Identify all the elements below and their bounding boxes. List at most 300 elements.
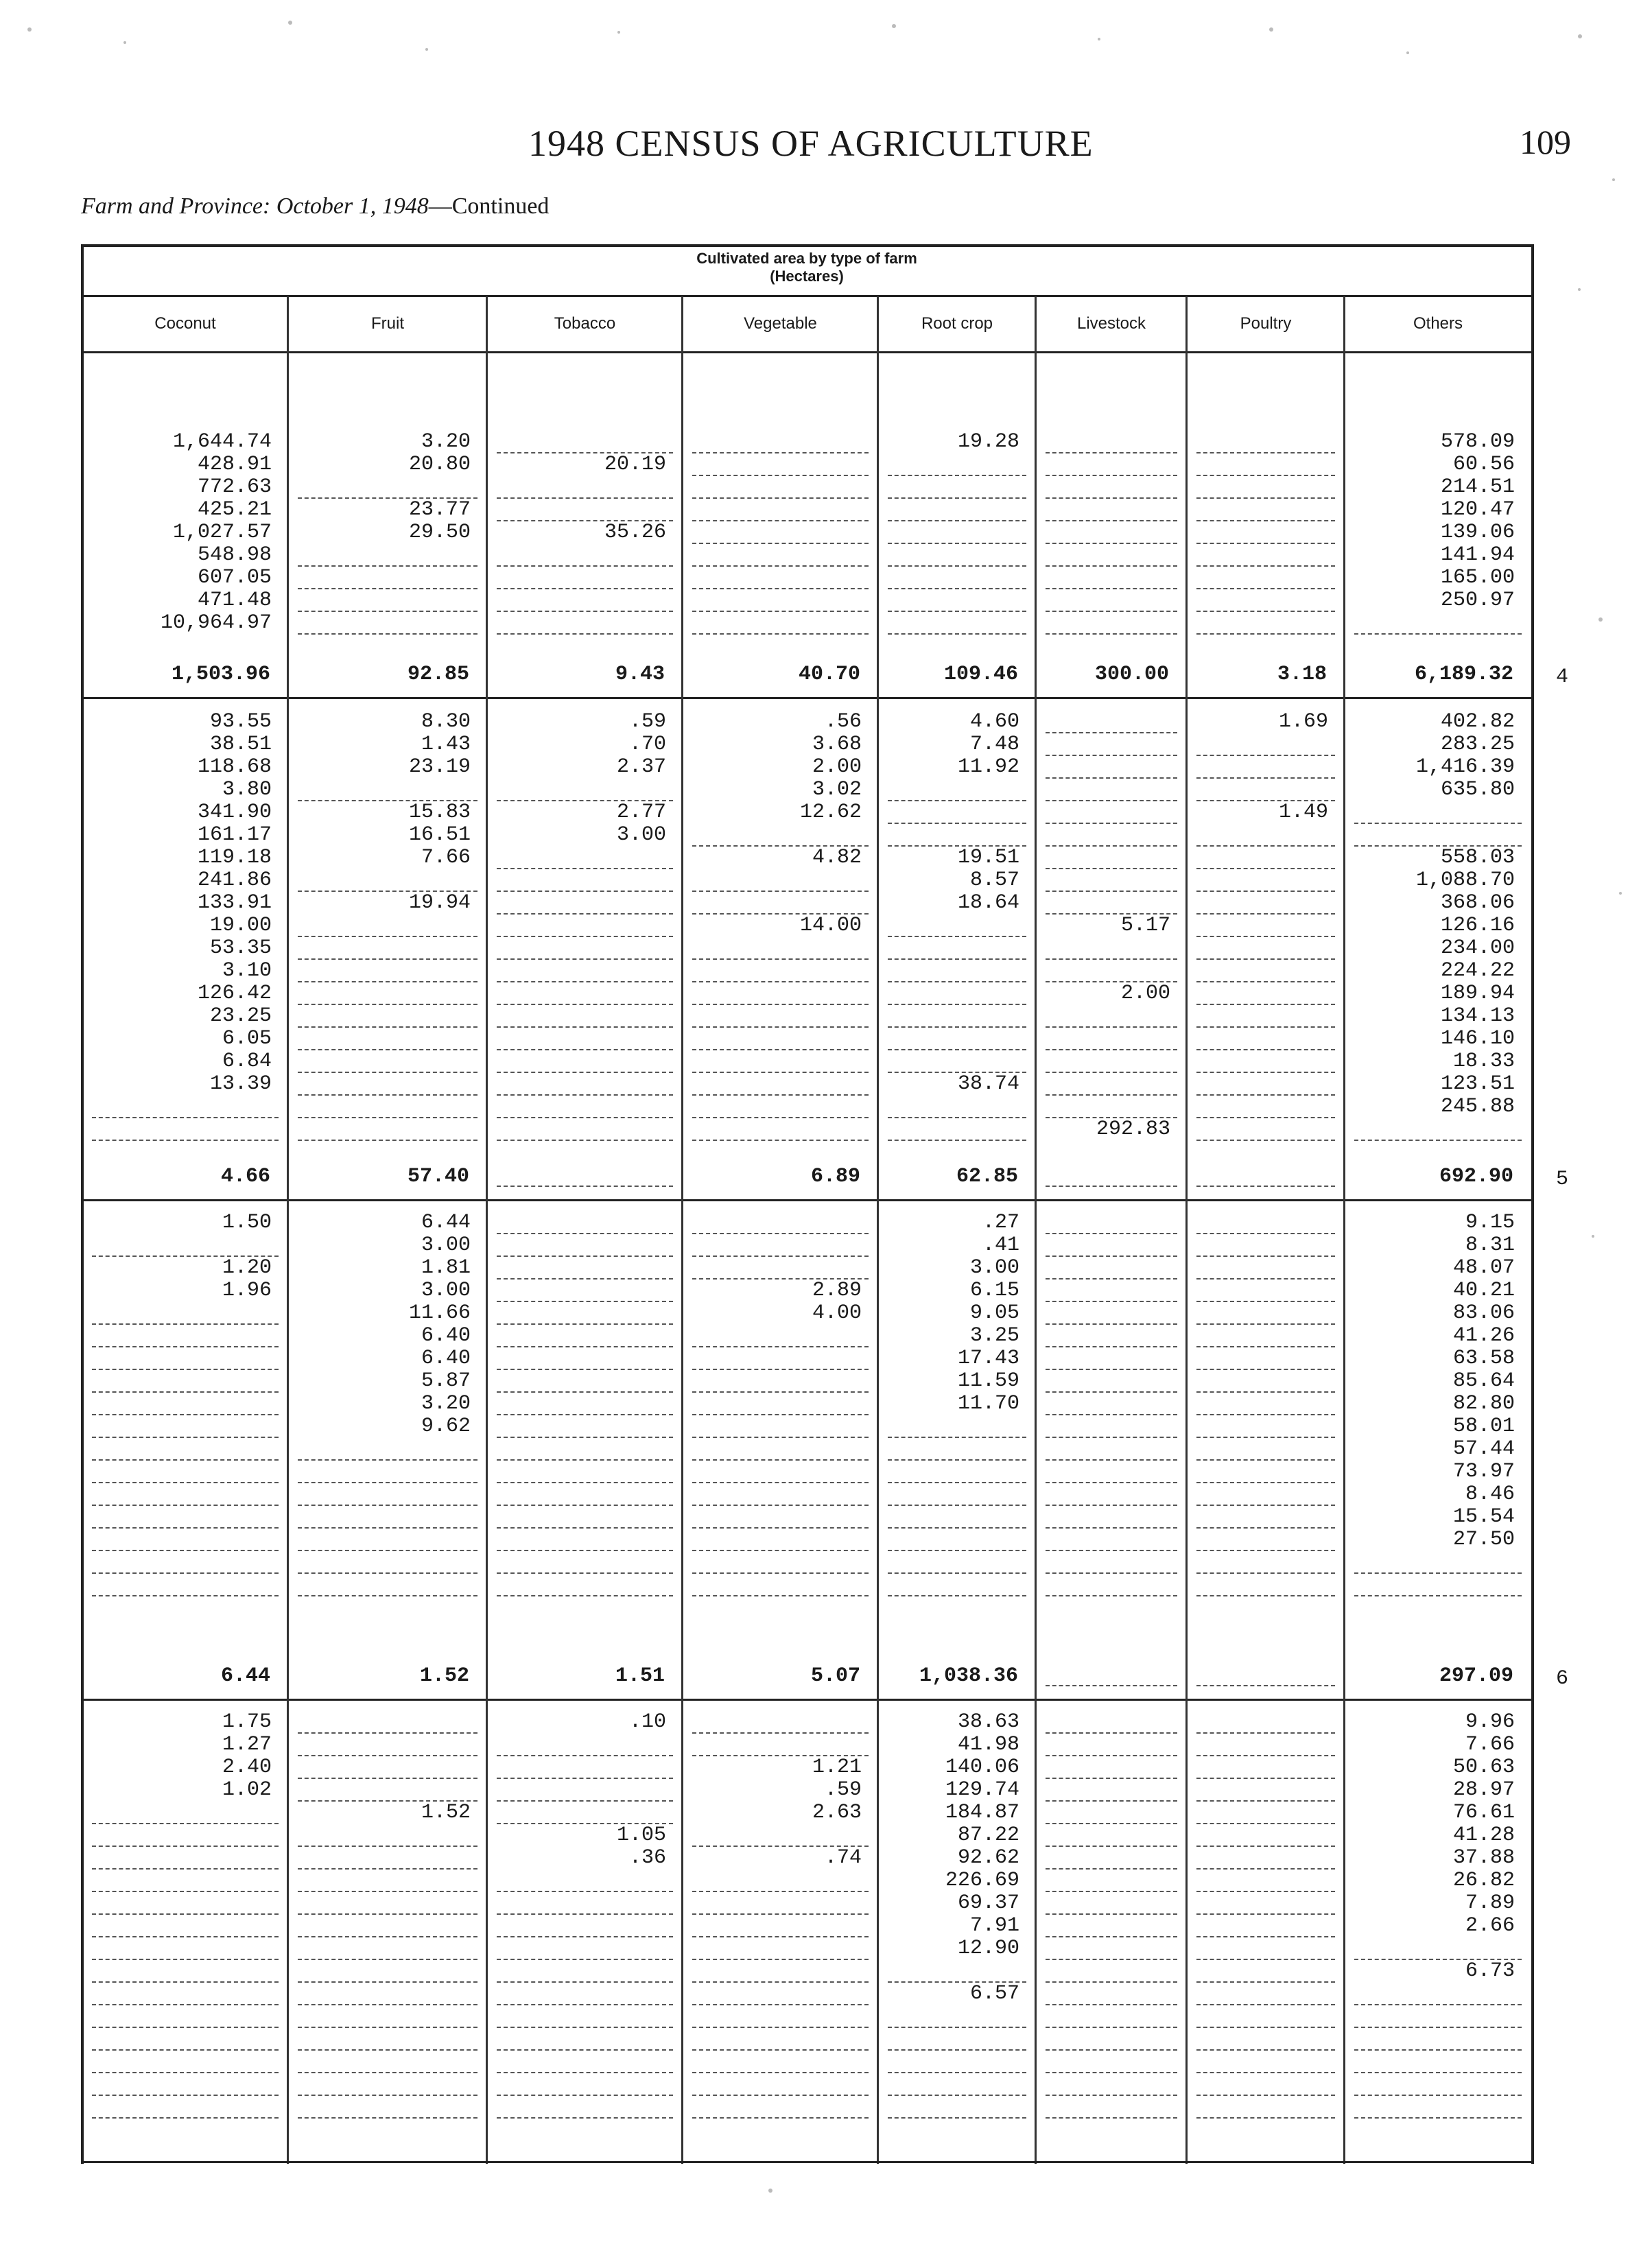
leader-dots — [298, 1960, 477, 1983]
leader-dots — [1354, 1118, 1522, 1141]
column-header-others: Others — [1413, 314, 1463, 333]
data-cell — [888, 1983, 1026, 2005]
data-cell — [92, 960, 279, 982]
column-divider — [1343, 296, 1345, 2164]
leader-dots — [497, 982, 673, 1005]
leader-dots — [692, 499, 869, 521]
cell-value: 14.00 — [799, 914, 862, 937]
cell-value: 23.19 — [408, 755, 471, 779]
leader-dots — [888, 982, 1026, 1005]
cell-value: 17.43 — [957, 1347, 1019, 1370]
leader-dots — [298, 1574, 477, 1596]
leader-dots — [497, 1892, 673, 1915]
cell-value: 20.19 — [604, 453, 666, 476]
cell-value: 189.94 — [1440, 982, 1515, 1005]
cell-value: 558.03 — [1440, 846, 1515, 869]
data-cell — [1354, 544, 1522, 567]
leader-dots — [1046, 1734, 1177, 1756]
table-subtitle — [81, 193, 549, 220]
column-divider — [877, 296, 879, 2164]
cell-value: 38.51 — [209, 733, 272, 756]
leader-dots — [298, 982, 477, 1005]
data-cell — [1354, 1073, 1522, 1096]
leader-dots — [298, 1892, 477, 1915]
leader-dots — [1046, 1096, 1177, 1118]
data-cell — [1354, 733, 1522, 756]
cell-value: 11.66 — [408, 1301, 471, 1325]
cell-value: 133.91 — [197, 891, 272, 915]
leader-dots — [1046, 2073, 1177, 2096]
cell-value: 19.51 — [957, 846, 1019, 869]
leader-dots — [1196, 1483, 1335, 1506]
cell-value: 578.09 — [1440, 430, 1515, 453]
cell-value: 123.51 — [1440, 1072, 1515, 1096]
leader-dots — [888, 1506, 1026, 1529]
data-cell — [692, 847, 869, 869]
cell-value: 15.54 — [1452, 1505, 1515, 1529]
leader-dots — [298, 1050, 477, 1073]
leader-dots — [692, 2005, 869, 2028]
leader-dots — [92, 1347, 279, 1370]
section-column — [298, 1711, 477, 2119]
data-cell — [1354, 1711, 1522, 1734]
cell-value: 1.43 — [421, 733, 471, 756]
data-cell — [298, 1393, 477, 1415]
leader-dots — [1046, 1257, 1177, 1280]
data-cell — [298, 847, 477, 869]
cell-value: 63.58 — [1452, 1347, 1515, 1370]
leader-dots — [1196, 476, 1335, 499]
leader-dots — [888, 960, 1026, 982]
data-cell — [1354, 1461, 1522, 1483]
cell-value: 1,088.70 — [1415, 869, 1515, 892]
section-column — [298, 711, 477, 1141]
cell-value: 11.70 — [957, 1392, 1019, 1415]
total-cell: 9.43 — [615, 663, 665, 686]
cell-value: 1.52 — [421, 1801, 471, 1824]
data-cell — [298, 1370, 477, 1393]
leader-dots — [1196, 1551, 1335, 1574]
leader-dots — [92, 1506, 279, 1529]
cell-value: 226.69 — [945, 1869, 1019, 1892]
cell-value: 1.02 — [222, 1778, 272, 1802]
leader-dots — [1196, 1937, 1335, 1960]
leader-dots — [888, 589, 1026, 612]
data-cell — [888, 1915, 1026, 1937]
data-cell — [92, 1073, 279, 1096]
leader-dots — [298, 937, 477, 960]
data-cell — [1354, 1234, 1522, 1257]
leader-dots — [692, 892, 869, 915]
leader-dots — [298, 589, 477, 612]
leader-dots — [1046, 612, 1177, 635]
leader-dots — [1046, 960, 1177, 982]
cell-value: 126.16 — [1440, 914, 1515, 937]
section-marker: 4 — [1556, 665, 1569, 689]
cell-value: 3.02 — [812, 778, 862, 801]
leader-dots — [497, 1734, 673, 1756]
data-cell — [1354, 1005, 1522, 1028]
leader-dots — [692, 1711, 869, 1734]
leader-dots — [92, 1325, 279, 1347]
cell-value: 37.88 — [1452, 1846, 1515, 1870]
leader-dots — [298, 960, 477, 982]
data-cell — [1354, 1892, 1522, 1915]
data-cell — [1354, 1847, 1522, 1870]
leader-dots — [692, 1892, 869, 1915]
total-cell: 40.70 — [798, 663, 860, 686]
cell-value: 9.96 — [1465, 1710, 1515, 1734]
leader-dots — [692, 1529, 869, 1551]
data-cell — [888, 756, 1026, 779]
data-cell — [888, 1892, 1026, 1915]
leader-dots — [497, 892, 673, 915]
cell-value: 12.90 — [957, 1937, 1019, 1960]
cell-value: 58.01 — [1452, 1415, 1515, 1438]
cell-value: 129.74 — [945, 1778, 1019, 1802]
leader-dots — [298, 476, 477, 499]
leader-dots — [888, 824, 1026, 847]
section-column — [692, 711, 869, 1141]
leader-dots — [1354, 1574, 1522, 1596]
leader-dots — [692, 1824, 869, 1847]
table-left-border — [81, 246, 84, 2164]
leader-dots — [298, 1529, 477, 1551]
leader-dots — [1196, 1506, 1335, 1529]
cell-value: 1.27 — [222, 1733, 272, 1756]
total-cell: 1,038.36 — [919, 1664, 1018, 1688]
data-cell — [888, 1347, 1026, 1370]
data-cell — [888, 1073, 1026, 1096]
cell-value: 292.83 — [1096, 1118, 1170, 1141]
cell-value: 9.15 — [1465, 1211, 1515, 1234]
data-cell — [1196, 711, 1335, 733]
leader-dots — [497, 431, 673, 453]
column-header-fruit: Fruit — [371, 314, 404, 333]
cell-value: 119.18 — [197, 846, 272, 869]
table-top-rule — [81, 244, 1534, 247]
data-cell — [1354, 1393, 1522, 1415]
data-cell — [888, 711, 1026, 733]
cell-value: 8.46 — [1465, 1483, 1515, 1506]
table-bottom-rule — [81, 2161, 1534, 2163]
leader-dots — [1046, 1529, 1177, 1551]
leader-dots — [1196, 612, 1335, 635]
cell-value: 1,644.74 — [172, 430, 272, 453]
cell-value: 118.68 — [197, 755, 272, 779]
leader-dots — [92, 1118, 279, 1141]
cell-value: 184.87 — [945, 1801, 1019, 1824]
cell-value: 3.20 — [421, 1392, 471, 1415]
scan-speck — [892, 24, 896, 28]
cell-value: 241.86 — [197, 869, 272, 892]
total-cell — [497, 1159, 673, 1187]
data-cell — [888, 1234, 1026, 1257]
data-cell — [1354, 1257, 1522, 1280]
scan-speck — [1578, 288, 1581, 291]
leader-dots — [298, 2051, 477, 2073]
leader-dots — [1196, 1347, 1335, 1370]
total-cell: 62.85 — [956, 1165, 1018, 1188]
data-cell — [1354, 453, 1522, 476]
leader-dots — [692, 1870, 869, 1892]
cell-value: .27 — [982, 1211, 1019, 1234]
leader-dots — [1196, 756, 1335, 779]
data-cell — [497, 453, 673, 476]
total-cell: 109.46 — [943, 663, 1018, 686]
leader-dots — [1196, 453, 1335, 476]
cell-value: 48.07 — [1452, 1256, 1515, 1280]
data-cell — [1354, 756, 1522, 779]
cell-value: 92.62 — [957, 1846, 1019, 1870]
total-cell — [1046, 1159, 1177, 1187]
leader-dots — [888, 1960, 1026, 1983]
leader-dots — [298, 915, 477, 937]
total-cell: 1.52 — [419, 1664, 469, 1688]
leader-dots — [1196, 1257, 1335, 1280]
leader-dots — [1196, 1711, 1335, 1734]
data-cell — [1354, 1212, 1522, 1234]
column-header-poultry: Poultry — [1240, 314, 1292, 333]
data-cell — [497, 733, 673, 756]
leader-dots — [298, 1734, 477, 1756]
leader-dots — [1196, 847, 1335, 869]
cell-value: 1.96 — [222, 1279, 272, 1302]
leader-dots — [692, 1005, 869, 1028]
section-total-row — [82, 1159, 1531, 1201]
leader-dots — [298, 567, 477, 589]
leader-dots — [888, 1574, 1026, 1596]
data-cell — [92, 779, 279, 801]
leader-dots — [692, 544, 869, 567]
data-cell — [92, 847, 279, 869]
leader-dots — [1196, 431, 1335, 453]
data-cell — [692, 733, 869, 756]
cell-value: 9.62 — [421, 1415, 471, 1438]
leader-dots — [1046, 1779, 1177, 1802]
section-column — [497, 1212, 673, 1596]
section-column — [92, 1212, 279, 1596]
cell-value: 6.40 — [421, 1347, 471, 1370]
leader-dots — [1196, 1756, 1335, 1779]
leader-dots — [497, 1779, 673, 1802]
leader-dots — [1196, 1234, 1335, 1257]
leader-dots — [1196, 1415, 1335, 1438]
leader-dots — [298, 1096, 477, 1118]
data-cell — [1354, 1096, 1522, 1118]
section-column — [1354, 711, 1522, 1141]
cell-value: 2.00 — [1120, 982, 1170, 1005]
data-cell — [1046, 1118, 1177, 1141]
leader-dots — [1196, 1370, 1335, 1393]
data-cell — [692, 1802, 869, 1824]
leader-dots — [497, 612, 673, 635]
cell-value: 4.82 — [812, 846, 862, 869]
data-cell — [692, 915, 869, 937]
leader-dots — [1196, 1280, 1335, 1302]
leader-dots — [497, 960, 673, 982]
section-column — [1196, 431, 1335, 635]
total-cell: 5.07 — [810, 1664, 860, 1688]
data-cell — [298, 733, 477, 756]
leader-dots — [1196, 892, 1335, 915]
leader-dots — [888, 476, 1026, 499]
leader-dots — [298, 1779, 477, 1802]
leader-dots — [1354, 2096, 1522, 2119]
cell-value: 53.35 — [209, 936, 272, 960]
leader-dots — [1046, 1438, 1177, 1461]
scan-speck — [288, 21, 292, 25]
leader-dots — [888, 1096, 1026, 1118]
leader-dots — [497, 847, 673, 869]
leader-dots — [1196, 1892, 1335, 1915]
section-column — [298, 1212, 477, 1596]
leader-dots — [92, 1438, 279, 1461]
data-cell — [92, 544, 279, 567]
leader-dots — [1046, 1005, 1177, 1028]
leader-dots — [692, 824, 869, 847]
leader-dots — [1046, 1302, 1177, 1325]
leader-dots — [1046, 711, 1177, 733]
total-cell: 1.51 — [615, 1664, 665, 1688]
leader-dots — [1354, 2005, 1522, 2028]
leader-dots — [1046, 1892, 1177, 1915]
scan-speck — [1269, 27, 1273, 32]
leader-dots — [497, 2096, 673, 2119]
leader-dots — [497, 1551, 673, 1574]
leader-dots — [92, 1461, 279, 1483]
leader-dots — [92, 1415, 279, 1438]
leader-dots — [692, 521, 869, 544]
leader-dots — [1046, 1280, 1177, 1302]
cell-value: 83.06 — [1452, 1301, 1515, 1325]
leader-dots — [92, 1393, 279, 1415]
leader-dots — [1196, 1005, 1335, 1028]
leader-dots — [1046, 1483, 1177, 1506]
leader-dots — [298, 1506, 477, 1529]
data-cell — [1354, 1802, 1522, 1824]
leader-dots — [1046, 2028, 1177, 2051]
data-cell — [1354, 869, 1522, 892]
data-cell — [1354, 1438, 1522, 1461]
leader-dots — [1354, 1937, 1522, 1960]
group-heading-rule — [82, 295, 1531, 297]
leader-dots — [298, 612, 477, 635]
cell-value: 368.06 — [1440, 891, 1515, 915]
leader-dots — [1196, 1212, 1335, 1234]
group-heading-title: Cultivated area by type of farm — [696, 250, 917, 267]
cell-value: 20.80 — [408, 453, 471, 476]
section-column — [1196, 1711, 1335, 2119]
cell-value: 772.63 — [197, 475, 272, 499]
leader-dots — [888, 567, 1026, 589]
leader-dots — [888, 1461, 1026, 1483]
leader-dots — [1196, 1302, 1335, 1325]
section-column — [888, 1212, 1026, 1596]
data-cell — [1354, 711, 1522, 733]
cell-value: 41.26 — [1452, 1324, 1515, 1347]
cell-value: 4.60 — [969, 710, 1019, 733]
leader-dots — [1196, 567, 1335, 589]
leader-dots — [692, 1551, 869, 1574]
cell-value: 3.00 — [421, 1234, 471, 1257]
leader-dots — [692, 612, 869, 635]
column-header-vegetable: Vegetable — [744, 314, 817, 333]
leader-dots — [497, 1802, 673, 1824]
leader-dots — [1196, 1870, 1335, 1892]
data-cell — [888, 1393, 1026, 1415]
leader-dots — [1046, 937, 1177, 960]
leader-dots — [888, 1050, 1026, 1073]
leader-dots — [298, 869, 477, 892]
leader-dots — [497, 1915, 673, 1937]
data-cell — [298, 521, 477, 544]
data-cell — [888, 1779, 1026, 1802]
leader-dots — [1354, 2073, 1522, 2096]
cell-value: 60.56 — [1452, 453, 1515, 476]
data-cell — [888, 1302, 1026, 1325]
leader-dots — [298, 2073, 477, 2096]
data-cell — [1354, 1415, 1522, 1438]
data-cell — [1354, 1483, 1522, 1506]
leader-dots — [497, 1937, 673, 1960]
data-cell — [888, 1734, 1026, 1756]
data-cell — [92, 431, 279, 453]
data-cell — [298, 892, 477, 915]
leader-dots — [298, 1005, 477, 1028]
cell-value: 2.00 — [812, 755, 862, 779]
data-cell — [888, 869, 1026, 892]
cell-value: .74 — [824, 1846, 862, 1870]
leader-dots — [692, 1461, 869, 1483]
leader-dots — [1196, 824, 1335, 847]
data-cell — [888, 1257, 1026, 1280]
leader-dots — [1354, 612, 1522, 635]
cell-value: 57.44 — [1452, 1437, 1515, 1461]
leader-dots — [692, 982, 869, 1005]
page-number: 109 — [1520, 123, 1571, 161]
cell-value: 12.62 — [799, 801, 862, 824]
section-column — [692, 1212, 869, 1596]
data-cell — [692, 1756, 869, 1779]
leader-dots — [692, 1506, 869, 1529]
data-cell — [1354, 1960, 1522, 1983]
cell-value: 73.97 — [1452, 1460, 1515, 1483]
data-cell — [1354, 892, 1522, 915]
cell-value: .10 — [628, 1710, 666, 1734]
data-cell — [298, 431, 477, 453]
leader-dots — [692, 1415, 869, 1438]
data-cell — [692, 711, 869, 733]
data-cell — [1354, 937, 1522, 960]
leader-dots — [692, 1574, 869, 1596]
cell-value: .70 — [628, 733, 666, 756]
section-column — [1196, 1212, 1335, 1596]
leader-dots — [497, 1574, 673, 1596]
leader-dots — [1354, 824, 1522, 847]
data-cell — [497, 521, 673, 544]
cell-value: 8.30 — [421, 710, 471, 733]
leader-dots — [692, 431, 869, 453]
cell-value: 1.81 — [421, 1256, 471, 1280]
data-cell — [1354, 1370, 1522, 1393]
cell-value: 2.89 — [812, 1279, 862, 1302]
leader-dots — [92, 2073, 279, 2096]
leader-dots — [888, 779, 1026, 801]
leader-dots — [1046, 2096, 1177, 2119]
total-cell: 1,503.96 — [171, 663, 270, 686]
leader-dots — [1196, 1779, 1335, 1802]
